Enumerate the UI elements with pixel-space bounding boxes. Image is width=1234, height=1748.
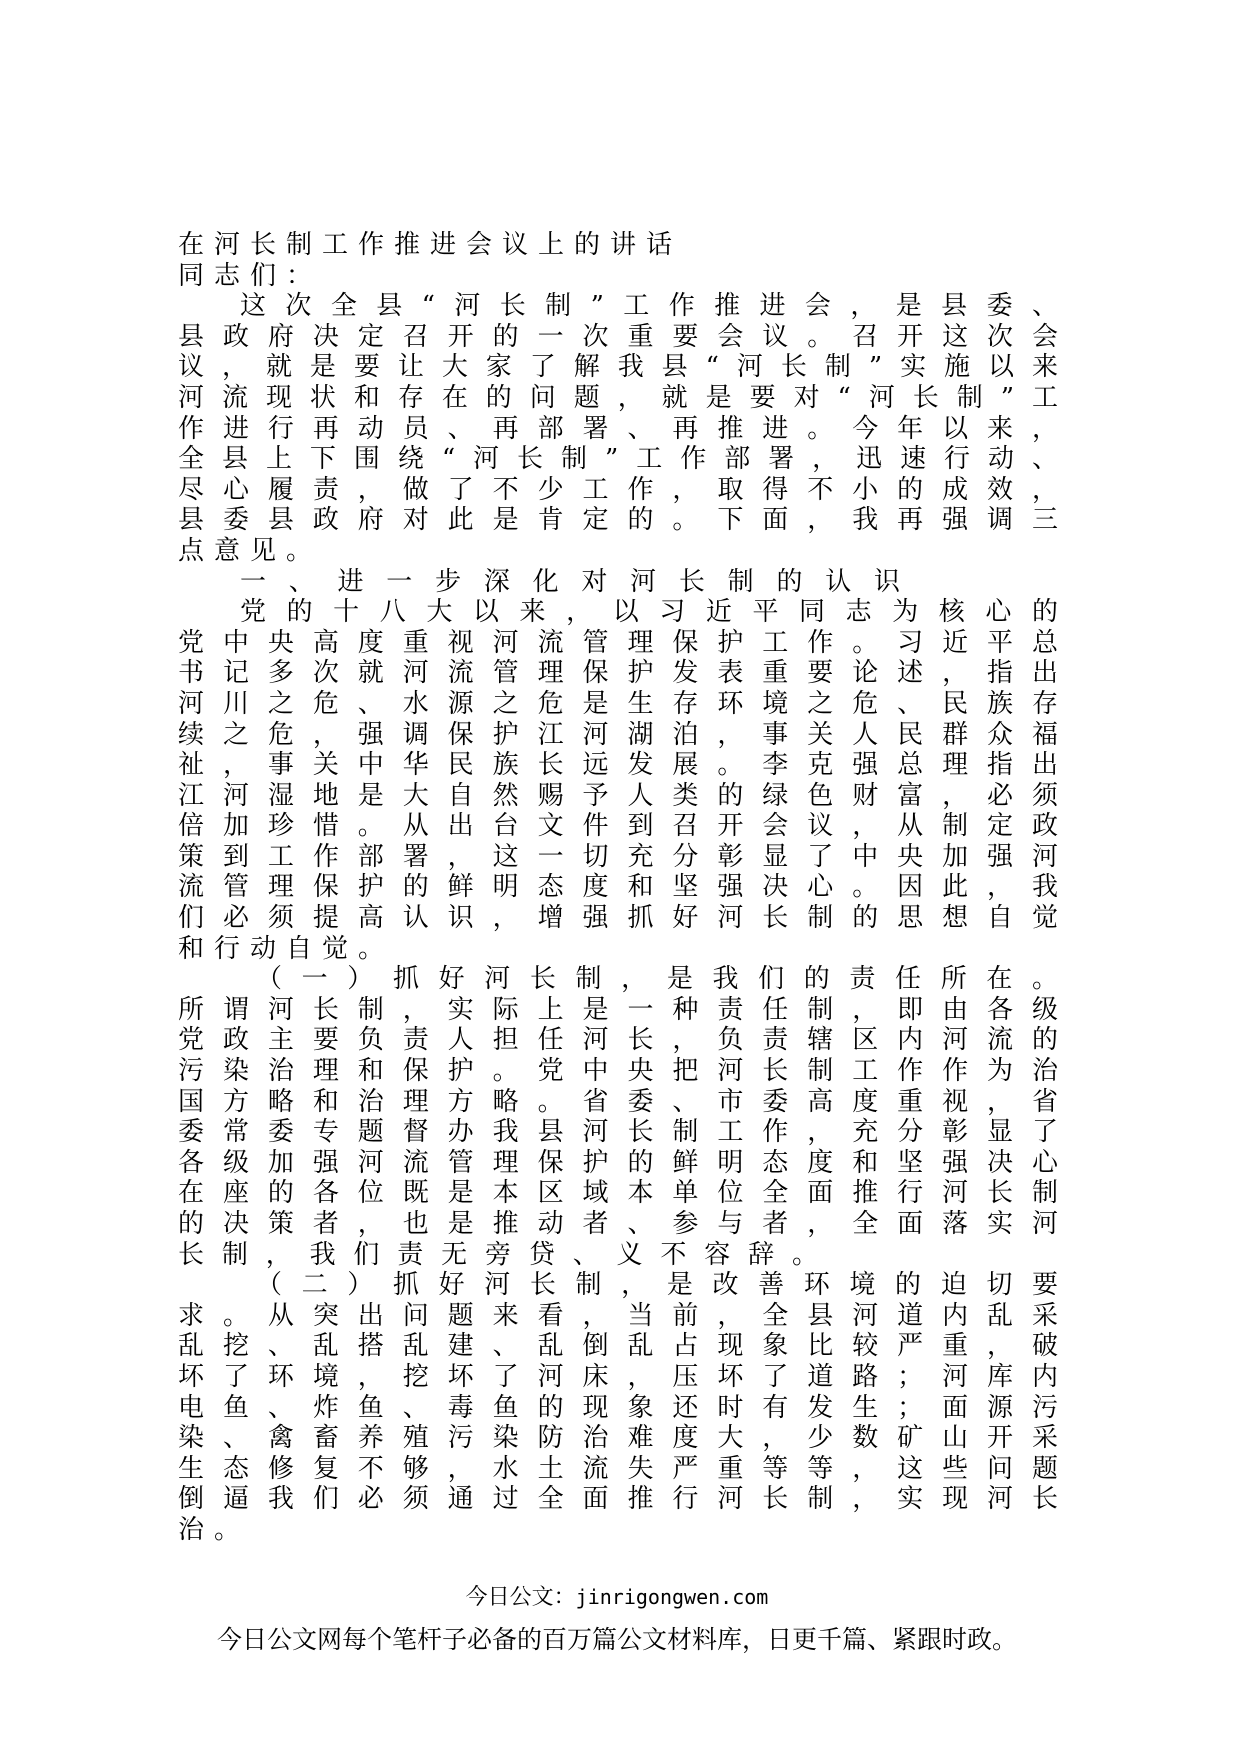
paragraph-line: 长制，我们责无旁贷、义不容辞。 [178,1239,818,1270]
paragraph-line: 委常委专题督办我县河长制工作，充分彰显了 [178,1117,1058,1148]
document-title: 在河长制工作推进会议上的讲话 [178,230,683,260]
paragraph-line: 倒逼我们必须通过全面推行河长制，实现河长 [178,1484,1058,1515]
paragraph-line: 县政府决定召开的一次重要会议。召开这次会 [178,321,1058,352]
paragraph-line: 电鱼、炸鱼、毒鱼的现象还时有发生；面源污 [178,1392,1058,1423]
paragraph-line: 们必须提高认识，增强抓好河长制的思想自觉 [178,903,1058,934]
paragraph-line: 河流现状和存在的问题，就是要对“河长制”工 [178,382,1058,413]
footer-tagline: 今日公文网每个笔杆子必备的百万篇公文材料库，日更千篇、紧跟时政。 [216,1625,1017,1654]
paragraph-line: 求。从突出问题来看，当前，全县河道内乱采 [178,1300,1058,1331]
subsection-heading: （一）抓好河长制，是我们的责任所在。 [256,964,1058,995]
paragraph-line: 续之危，强调保护江河湖泊，事关人民群众福 [178,719,1058,750]
footer-site-line [0,1580,1234,1611]
paragraph-line: 作进行再动员、再部署、再推进。今年以来， [178,413,1058,444]
paragraph-line: 这次全县“河长制”工作推进会，是县委、 [240,291,1058,322]
footer-site-label: 今日公文： [465,1585,576,1610]
paragraph-line: 国方略和治理方略。省委、市委高度重视，省 [178,1086,1058,1117]
paragraph-line: 党的十八大以来，以习近平同志为核心的 [240,597,1058,628]
paragraph-line: 尽心履责，做了不少工作，取得不小的成效， [178,474,1058,505]
paragraph-line: 江河湿地是大自然赐予人类的绿色财富，必须 [178,780,1058,811]
paragraph-line: 倍加珍惜。从出台文件到召开会议，从制定政 [178,811,1058,842]
paragraph-line: 县委县政府对此是肯定的。下面，我再强调三 [178,505,1058,536]
paragraph-line: 议，就是要让大家了解我县“河长制”实施以来 [178,352,1058,383]
paragraph-line: 策到工作部署，这一切充分彰显了中央加强河 [178,841,1058,872]
paragraph-line: 党政主要负责人担任河长，负责辖区内河流的 [178,1025,1058,1056]
paragraph-line: 书记多次就河流管理保护发表重要论述，指出 [178,658,1058,689]
paragraph-line: 全县上下围绕“河长制”工作部署，迅速行动、 [178,444,1058,475]
document-body [178,230,1058,1546]
paragraph-line: 各级加强河流管理保护的鲜明态度和坚强决心 [178,1147,1058,1178]
paragraph-line: 生态修复不够，水土流失严重等等，这些问题 [178,1453,1058,1484]
paragraph-line: 坏了环境，挖坏了河床，压坏了道路；河库内 [178,1361,1058,1392]
paragraph-line: 乱挖、乱搭乱建、乱倒乱占现象比较严重，破 [178,1331,1058,1362]
paragraph-line: 和行动自觉。 [178,933,395,964]
paragraph-line: 点意见。 [178,535,323,566]
paragraph-line: 染、禽畜养殖污染防治难度大，少数矿山开采 [178,1423,1058,1454]
paragraph-line: 污染治理和保护。党中央把河长制工作作为治 [178,1056,1058,1087]
paragraph-line: 的决策者，也是推动者、参与者，全面落实河 [178,1209,1058,1239]
paragraph-line: 在座的各位既是本区域本单位全面推行河长制 [178,1178,1058,1209]
paragraph-line: 祉，事关中华民族长远发展。李克强总理指出 [178,750,1058,781]
subsection-heading: （二）抓好河长制，是改善环境的迫切要 [256,1270,1058,1301]
paragraph-line: 治。 [178,1514,251,1545]
paragraph-line: 流管理保护的鲜明态度和坚强决心。因此，我 [178,872,1058,903]
paragraph-line: 河川之危、水源之危是生存环境之危、民族存 [178,688,1058,719]
paragraph-line: 所谓河长制，实际上是一种责任制，即由各级 [178,994,1058,1025]
salutation: 同志们： [178,260,323,291]
section-heading: 一、进一步深化对河长制的认识 [240,566,900,597]
footer-site-link[interactable]: jinrigongwen.com [575,1585,769,1609]
paragraph-line: 党中央高度重视河流管理保护工作。习近平总 [178,627,1058,658]
